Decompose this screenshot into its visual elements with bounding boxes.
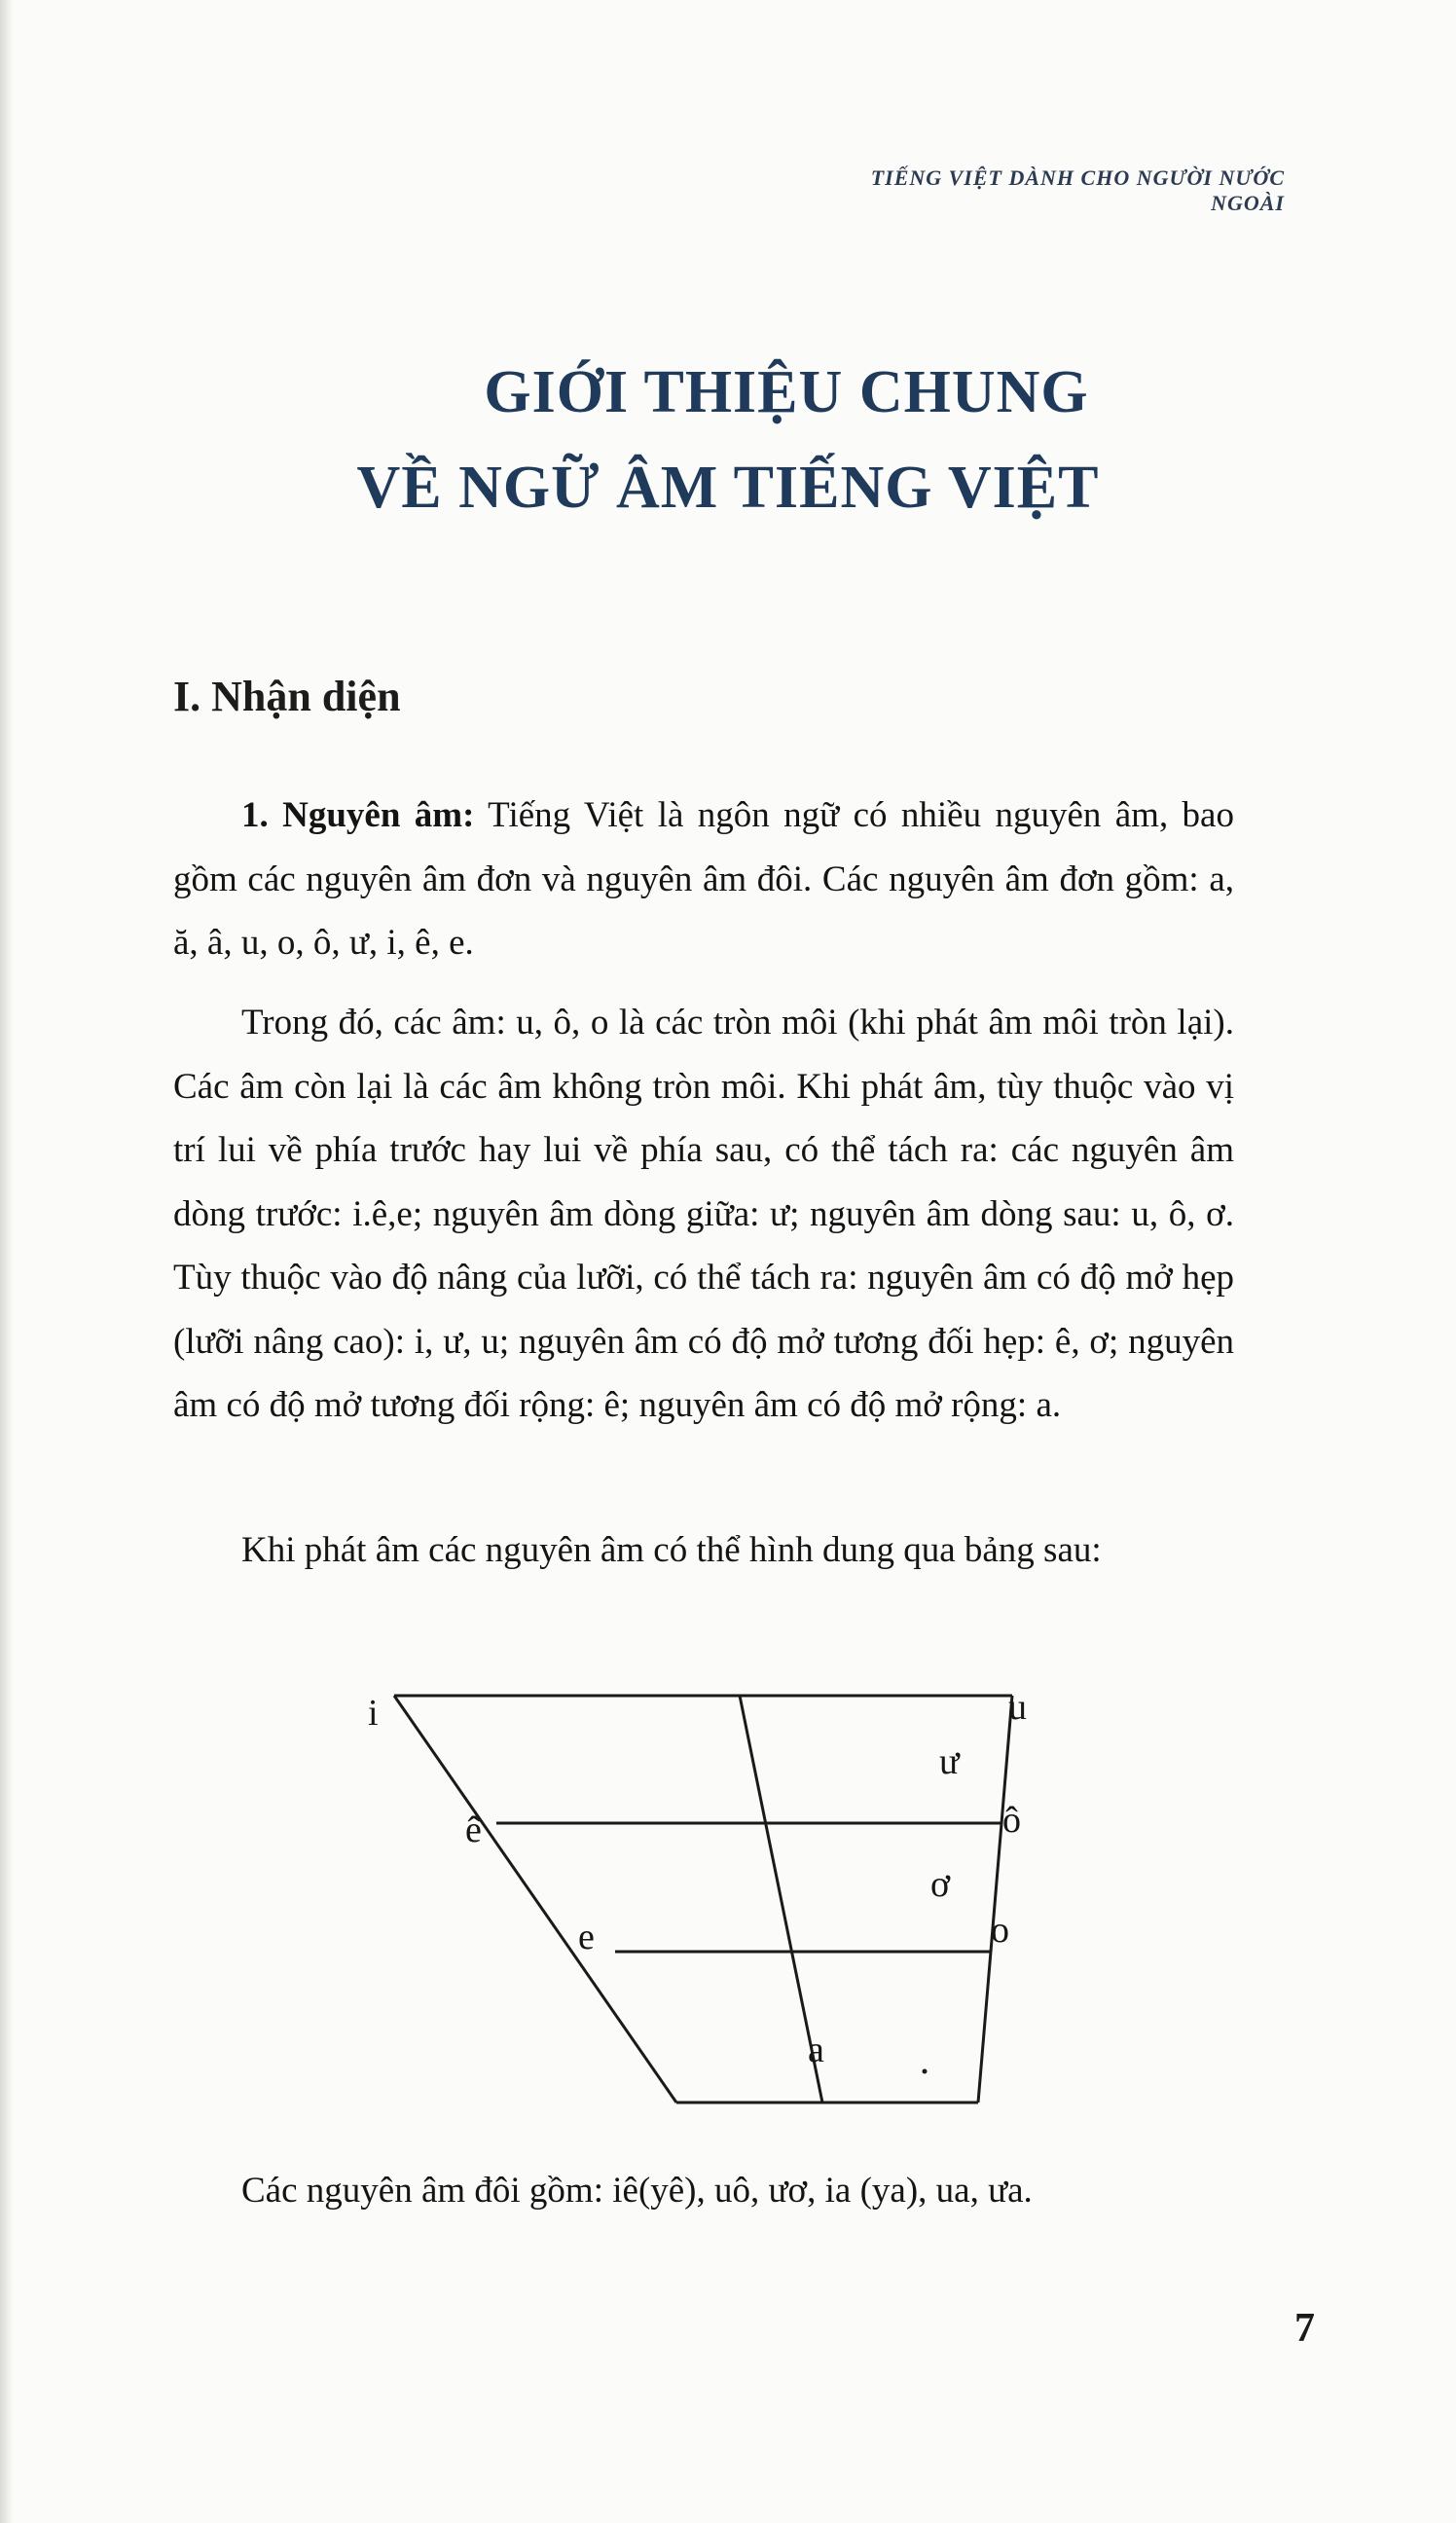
vowel-label-e-circumflex: ê (465, 1810, 482, 1850)
paragraph-diphthongs: Các nguyên âm đôi gồm: iê(yê), uô, ươ, ia (ya), ua, ưa. (241, 2171, 1033, 2211)
paragraph-chart-intro: Khi phát âm các nguyên âm có thể hình dung qua bảng sau: (241, 1530, 1102, 1570)
vowel-label-a: a (808, 2029, 824, 2070)
paragraph-body: Tiếng Việt là ngôn ngữ có nhiều nguyên âm, bao gồm các nguyên âm đơn và nguyên âm đôi. Các nguyên âm đơn gồm: a, ă, â, u, o, ô, ư, i, ê, e. (173, 795, 1234, 963)
running-header: TIẾNG VIỆT DÀNH CHO NGƯỜI NƯỚC NGOÀI (870, 165, 1285, 215)
vowel-label-u: u (1008, 1687, 1027, 1728)
paragraph-vowels-intro (173, 784, 1234, 975)
vowel-label-o-horn: ơ (930, 1864, 951, 1905)
chart-left-edge (394, 1696, 676, 2102)
page-number: 7 (1294, 2306, 1315, 2351)
vowel-label-i: i (368, 1693, 379, 1734)
vowel-label-o-circumflex: ô (1002, 1800, 1021, 1841)
vowel-label-e: e (578, 1917, 595, 1957)
chart-dot-mark (923, 2069, 928, 2074)
vowel-label-o: o (991, 1910, 1009, 1951)
section-heading: I. Nhận diện (173, 673, 401, 720)
chapter-title-line-1: GIỚI THIỆU CHUNG (484, 359, 1089, 425)
page-gutter-shadow (0, 0, 14, 2523)
paragraph-lead-term: 1. Nguyên âm: (241, 795, 475, 835)
paragraph-vowel-classification: Trong đó, các âm: u, ô, o là các tròn môi (khi phát âm môi tròn lại). Các âm còn lại là các âm không tròn môi. Khi phát âm, tùy thuộc vào vị trí lui về phía trước hay lui về phía sau, có thể tách ra: các nguyên âm dòng trước: i.ê,e; nguyên âm dòng giữa: ư; nguyên âm dòng sau: u, ô, ơ. Tùy thuộc vào độ nâng của lưỡi, có thể tách ra: nguyên âm có độ mở hẹp (lưỡi nâng cao): i, ư, u; nguyên âm có độ mở tương đối hẹp: ê, ơ; nguyên âm có độ mở tương đối rộng: ê; nguyên âm có độ mở rộng: a. (173, 1003, 1234, 1425)
chapter-title-line-2: VỀ NGỮ ÂM TIẾNG VIỆT (356, 455, 1100, 521)
chart-right-edge (978, 1696, 1012, 2102)
chart-central-divider (740, 1696, 822, 2102)
vowel-label-u-horn: ư (939, 1741, 960, 1782)
